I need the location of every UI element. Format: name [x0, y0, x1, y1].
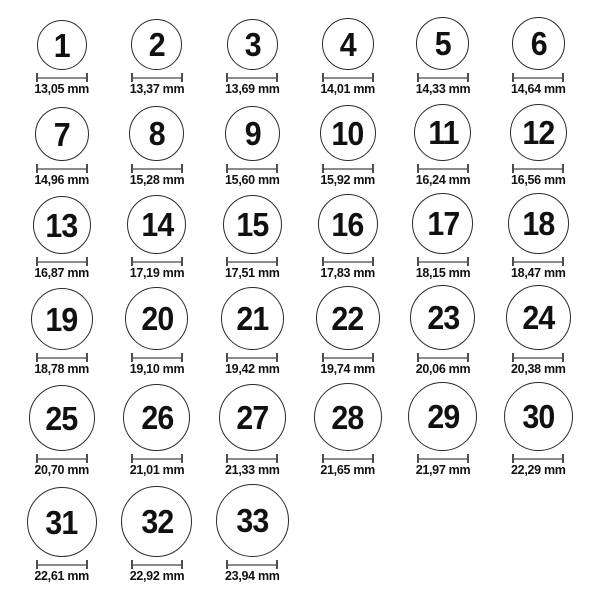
ring-size-number: 15 [236, 206, 269, 243]
ring-circle [31, 288, 93, 350]
ruler-line [228, 357, 276, 359]
ring-size-cell [109, 384, 204, 477]
ring-size-number: 5 [434, 25, 451, 62]
diameter-ruler-icon [417, 454, 469, 463]
ring-size-cell [14, 107, 109, 187]
ring-size-cell [395, 382, 490, 477]
ring-size-cell [491, 285, 586, 376]
ring-size-cell [14, 196, 109, 280]
ring-circle [125, 287, 188, 350]
diameter-label: 21,97 mm [415, 463, 471, 477]
ring-size-number: 9 [244, 115, 261, 152]
ring-size-cell [205, 195, 300, 280]
ruler-line [228, 458, 276, 460]
ring-size-number: 27 [236, 399, 269, 436]
ring-circle [127, 195, 186, 254]
ruler-line [38, 458, 86, 460]
ruler-line [514, 458, 562, 460]
diameter-label: 19,42 mm [225, 362, 280, 376]
diameter-ruler-icon [226, 560, 278, 569]
ring-size-number: 22 [331, 299, 364, 337]
ring-size-cell [205, 484, 300, 583]
ruler-line [133, 564, 181, 566]
ruler-line [228, 564, 276, 566]
ring-size-cell [109, 486, 204, 583]
diameter-label: 17,51 mm [225, 266, 280, 280]
ring-circle [416, 17, 469, 70]
diameter-label: 14,96 mm [34, 173, 89, 187]
diameter-label: 17,83 mm [320, 266, 375, 280]
diameter-ruler-icon [512, 454, 564, 463]
ring-size-number: 11 [427, 114, 459, 151]
ring-size-cell [14, 487, 109, 583]
diameter-label: 20,38 mm [511, 362, 566, 376]
ruler-line [133, 261, 181, 263]
ring-size-cell [300, 194, 395, 280]
diameter-label: 13,05 mm [34, 82, 89, 96]
diameter-ruler-icon [226, 454, 278, 463]
ring-size-cell [205, 106, 300, 187]
ring-circle [35, 107, 89, 161]
diameter-ruler-icon [226, 73, 278, 82]
diameter-ruler-icon [512, 73, 564, 82]
diameter-label: 16,87 mm [34, 266, 89, 280]
ring-circle [123, 384, 190, 451]
ruler-line [228, 168, 276, 170]
diameter-label: 21,33 mm [225, 463, 280, 477]
ring-size-cell [109, 19, 204, 96]
diameter-ruler-icon [131, 73, 183, 82]
diameter-label: 21,01 mm [129, 463, 185, 477]
diameter-ruler-icon [36, 257, 88, 266]
ruler-line [324, 261, 372, 263]
ring-size-number: 14 [141, 206, 173, 243]
diameter-label: 19,10 mm [129, 362, 185, 376]
ring-size-number: 6 [530, 25, 547, 62]
ring-size-cell [14, 20, 109, 96]
ruler-line [514, 77, 562, 79]
diameter-ruler-icon [131, 257, 183, 266]
ring-size-number: 31 [45, 503, 78, 541]
ruler-line [133, 458, 181, 460]
diameter-ruler-icon [36, 560, 88, 569]
ring-circle [408, 382, 477, 451]
ring-circle [27, 487, 97, 557]
ring-size-cell [109, 106, 204, 187]
ruler-line [419, 357, 467, 359]
diameter-ruler-icon [226, 164, 278, 173]
diameter-label: 15,60 mm [225, 173, 280, 187]
ring-size-number: 13 [45, 206, 78, 244]
diameter-ruler-icon [322, 454, 374, 463]
ruler-line [419, 168, 467, 170]
diameter-ruler-icon [36, 353, 88, 362]
ring-size-number: 17 [427, 205, 459, 242]
ring-size-row [0, 280, 600, 376]
ring-circle [316, 286, 380, 350]
ring-size-cell [491, 104, 586, 187]
ruler-line [324, 357, 372, 359]
diameter-label: 13,69 mm [225, 82, 280, 96]
ruler-line [133, 357, 181, 359]
ring-circle [508, 193, 569, 254]
ring-size-number: 3 [244, 26, 261, 63]
ring-size-number: 19 [45, 300, 78, 338]
diameter-ruler-icon [322, 257, 374, 266]
ring-size-number: 26 [141, 399, 173, 436]
ring-size-cell [491, 17, 586, 96]
ring-size-cell [491, 193, 586, 280]
ring-circle [216, 484, 289, 557]
ring-size-number: 30 [522, 398, 555, 435]
ring-size-number: 2 [148, 26, 165, 63]
ring-size-cell [491, 382, 586, 477]
diameter-label: 22,92 mm [129, 569, 185, 583]
diameter-ruler-icon [322, 73, 374, 82]
ring-size-cell [205, 384, 300, 477]
diameter-ruler-icon [131, 164, 183, 173]
ruler-line [419, 458, 467, 460]
ring-circle [221, 287, 284, 350]
ruler-line [514, 357, 562, 359]
ring-size-number: 21 [236, 300, 269, 337]
ring-size-number: 28 [331, 398, 364, 436]
ring-circle [322, 18, 374, 70]
ring-size-cell [205, 19, 300, 96]
ring-circle [506, 285, 571, 350]
diameter-ruler-icon [36, 73, 88, 82]
ruler-line [419, 77, 467, 79]
ruler-line [38, 77, 86, 79]
diameter-ruler-icon [417, 73, 469, 82]
ring-size-row [0, 0, 600, 96]
ring-size-number: 20 [141, 300, 173, 337]
ring-circle [129, 106, 184, 161]
diameter-ruler-icon [131, 560, 183, 569]
diameter-label: 16,56 mm [511, 173, 566, 187]
diameter-label: 14,01 mm [320, 82, 375, 96]
ring-size-cell [14, 385, 109, 477]
ring-size-number: 29 [427, 398, 459, 435]
ring-circle [412, 193, 473, 254]
diameter-label: 20,70 mm [34, 463, 89, 477]
diameter-label: 16,24 mm [415, 173, 471, 187]
ruler-line [38, 357, 86, 359]
ring-circle [227, 19, 278, 70]
ring-size-number: 24 [522, 299, 555, 336]
diameter-ruler-icon [226, 353, 278, 362]
ruler-line [228, 261, 276, 263]
ruler-line [419, 261, 467, 263]
ring-circle [219, 384, 286, 451]
ring-size-cell [14, 288, 109, 376]
ring-circle [414, 104, 471, 161]
diameter-ruler-icon [36, 454, 88, 463]
ring-size-cell [300, 18, 395, 96]
ring-circle [410, 285, 475, 350]
diameter-label: 18,78 mm [34, 362, 89, 376]
ruler-line [514, 168, 562, 170]
diameter-ruler-icon [417, 353, 469, 362]
ring-circle [314, 383, 382, 451]
diameter-label: 15,28 mm [129, 173, 185, 187]
ring-size-row [0, 187, 600, 280]
ring-circle [510, 104, 567, 161]
diameter-label: 15,92 mm [320, 173, 375, 187]
diameter-label: 13,37 mm [129, 82, 185, 96]
ring-size-number: 33 [236, 502, 269, 539]
ruler-line [133, 168, 181, 170]
diameter-ruler-icon [226, 257, 278, 266]
diameter-label: 18,15 mm [415, 266, 471, 280]
diameter-ruler-icon [131, 454, 183, 463]
ruler-line [324, 458, 372, 460]
ring-circle [223, 195, 282, 254]
diameter-ruler-icon [417, 257, 469, 266]
ring-size-number: 7 [53, 115, 70, 153]
diameter-ruler-icon [322, 164, 374, 173]
ring-circle [33, 196, 91, 254]
ring-size-cell [109, 287, 204, 376]
diameter-label: 18,47 mm [511, 266, 566, 280]
diameter-label: 22,29 mm [511, 463, 566, 477]
ring-circle [225, 106, 280, 161]
ring-circle [37, 20, 87, 70]
ruler-line [38, 564, 86, 566]
ruler-line [324, 168, 372, 170]
ring-size-row [0, 376, 600, 477]
diameter-ruler-icon [36, 164, 88, 173]
ring-circle [504, 382, 573, 451]
ring-circle [318, 194, 378, 254]
ring-size-cell [300, 105, 395, 187]
ring-circle [320, 105, 376, 161]
ring-size-number: 8 [148, 115, 165, 152]
ring-size-row [0, 477, 600, 583]
diameter-ruler-icon [131, 353, 183, 362]
ruler-line [38, 261, 86, 263]
ruler-line [514, 261, 562, 263]
ring-circle [29, 385, 95, 451]
ring-size-cell [395, 104, 490, 187]
ring-size-number: 16 [331, 205, 364, 243]
ruler-line [228, 77, 276, 79]
ruler-line [133, 77, 181, 79]
ruler-line [324, 77, 372, 79]
diameter-label: 19,74 mm [320, 362, 375, 376]
diameter-ruler-icon [512, 353, 564, 362]
ring-size-cell [205, 287, 300, 376]
diameter-label: 23,94 mm [225, 569, 280, 583]
diameter-ruler-icon [417, 164, 469, 173]
ring-size-number: 12 [522, 114, 555, 151]
ring-size-number: 10 [331, 114, 364, 152]
ring-size-cell [300, 286, 395, 376]
ring-circle [131, 19, 182, 70]
diameter-ruler-icon [322, 353, 374, 362]
ring-size-number: 23 [427, 299, 459, 336]
diameter-label: 17,19 mm [129, 266, 185, 280]
ring-size-number: 32 [141, 503, 173, 540]
ring-size-cell [395, 17, 490, 96]
diameter-label: 21,65 mm [320, 463, 375, 477]
ring-circle [512, 17, 565, 70]
ring-size-number: 25 [45, 399, 78, 437]
ring-size-number: 4 [339, 25, 356, 63]
diameter-ruler-icon [512, 164, 564, 173]
diameter-ruler-icon [512, 257, 564, 266]
ring-size-cell [395, 285, 490, 376]
ring-size-row [0, 96, 600, 187]
ring-size-cell [300, 383, 395, 477]
ring-size-cell [395, 193, 490, 280]
ring-circle [121, 486, 192, 557]
ruler-line [38, 168, 86, 170]
diameter-label: 14,64 mm [511, 82, 566, 96]
diameter-label: 20,06 mm [415, 362, 471, 376]
ring-size-number: 18 [522, 205, 555, 242]
ring-size-number: 1 [53, 26, 70, 64]
diameter-label: 22,61 mm [34, 569, 89, 583]
ring-size-cell [109, 195, 204, 280]
diameter-label: 14,33 mm [415, 82, 471, 96]
